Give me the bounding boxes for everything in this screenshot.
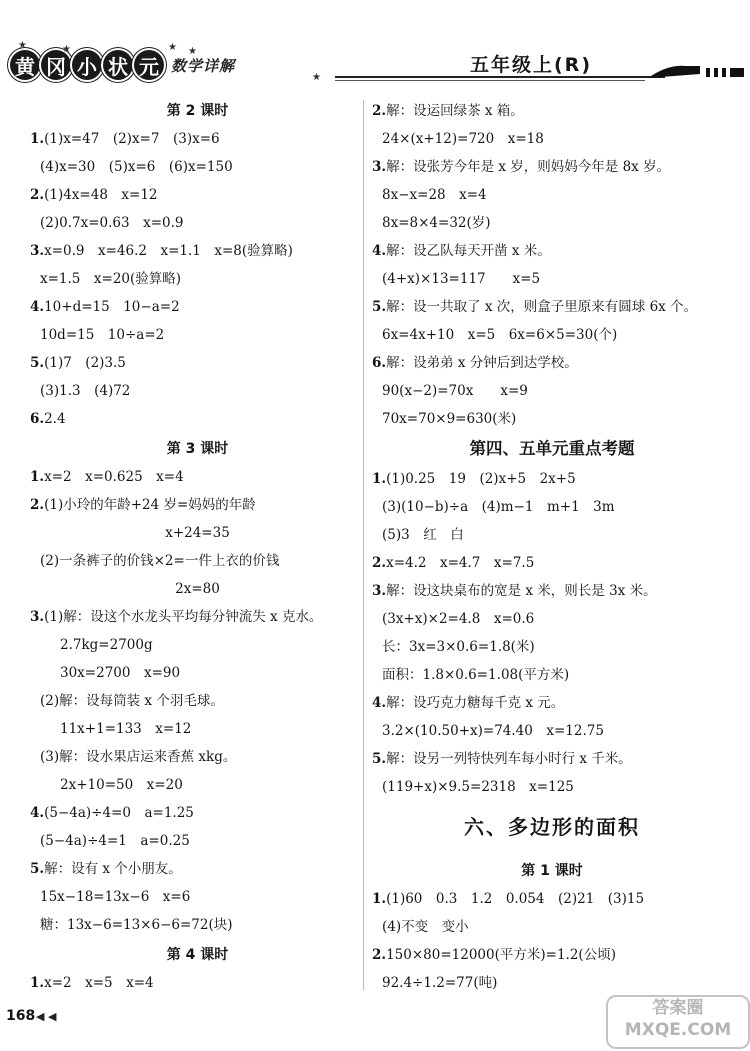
answer-line: (2)0.7x=0.63 x=0.9 — [40, 215, 184, 231]
answer-line: 糖：13x−6=13×6−6=72(块) — [40, 917, 233, 933]
answer-line: (5)3 红 白 — [382, 527, 464, 543]
answer-line — [372, 945, 616, 965]
answer-line — [30, 241, 293, 261]
watermark: 答案圈 MXQE.COM — [606, 995, 750, 1049]
answer-text: (1)小玲的年龄+24 岁=妈妈的年龄 — [44, 497, 256, 513]
answer-line: 24×(x+12)=720 x=18 — [382, 131, 544, 147]
star-icon: ★ — [62, 44, 71, 55]
answer-text: (5−4a)÷4=0 a=1.25 — [44, 805, 194, 821]
answer-line: (3)(10−b)÷a (4)m−1 m+1 3m — [382, 499, 615, 515]
question-number: 2. — [372, 103, 387, 119]
answer-line — [372, 469, 576, 489]
section-heading: 第四、五单元重点考题 — [469, 439, 635, 458]
grade-label: 五年级上(R) — [470, 54, 592, 76]
page-arrows-icon: ◀ ◀ — [36, 1010, 57, 1023]
answer-line: (5−4a)÷4=1 a=0.25 — [40, 833, 190, 849]
star-icon: ★ — [188, 46, 197, 57]
answer-text: 解：设张芳今年是 x 岁，则妈妈今年是 8x 岁。 — [386, 159, 671, 175]
question-number: 1. — [372, 471, 387, 487]
question-number: 1. — [30, 975, 45, 991]
question-number: 2. — [372, 947, 387, 963]
header-rule — [335, 76, 665, 78]
answer-line — [30, 467, 184, 487]
question-number: 3. — [372, 159, 387, 175]
answer-line — [30, 973, 154, 993]
answer-line — [30, 297, 180, 317]
answer-line: 90(x−2)=70x x=9 — [382, 383, 528, 399]
answer-line — [30, 607, 322, 627]
answer-line: 长：3x=3×0.6=1.8(米) — [382, 639, 535, 655]
answer-text: x=2 x=5 x=4 — [44, 975, 154, 991]
question-number: 4. — [30, 805, 45, 821]
question-number: 3. — [30, 243, 45, 259]
answer-line: 92.4÷1.2=77(吨) — [382, 975, 498, 991]
answer-line — [372, 553, 534, 573]
answer-line: (3x+x)×2=4.8 x=0.6 — [382, 611, 535, 627]
answer-line: (4)x=30 (5)x=6 (6)x=150 — [40, 159, 233, 175]
header-decoration-icon — [648, 62, 748, 84]
question-number: 5. — [30, 861, 45, 877]
star-icon: ★ — [18, 40, 27, 51]
answer-text: (1)解：设这个水龙头平均每分钟流失 x 克水。 — [44, 609, 323, 625]
answer-line — [372, 693, 564, 713]
question-number: 2. — [372, 555, 387, 571]
question-number: 1. — [372, 891, 387, 907]
question-number: 2. — [30, 187, 45, 203]
answer-line — [30, 129, 220, 149]
brand-char: 黄 — [10, 50, 40, 80]
answer-text: (1)x=47 (2)x=7 (3)x=6 — [44, 131, 220, 147]
answer-line: 2x=80 — [175, 581, 220, 597]
answer-line — [30, 803, 194, 823]
answer-line: (119+x)×9.5=2318 x=125 — [382, 779, 574, 795]
answer-line: 8x−x=28 x=4 — [382, 187, 487, 203]
answer-line — [30, 185, 158, 205]
answer-text: (1)7 (2)3.5 — [44, 355, 126, 371]
question-number: 4. — [372, 243, 387, 259]
header-rule — [335, 80, 645, 81]
answer-line: 10d=15 10÷a=2 — [40, 327, 165, 343]
question-number: 6. — [30, 411, 45, 427]
answer-text: (1)60 0.3 1.2 0.054 (2)21 (3)15 — [386, 891, 645, 907]
answer-text: x=4.2 x=4.7 x=7.5 — [386, 555, 535, 571]
page-number: 168 — [6, 1008, 36, 1024]
answer-line — [30, 495, 256, 515]
question-number: 5. — [372, 299, 387, 315]
lesson-heading: 第 4 课时 — [166, 947, 229, 963]
answer-line: (3)解：设水果店运来香蕉 xkg。 — [40, 749, 237, 765]
answer-text: 解：设这块桌布的宽是 x 米，则长是 3x 米。 — [386, 583, 657, 599]
answer-line: (4)不变 变小 — [382, 919, 469, 935]
brand-char: 冈 — [41, 50, 71, 80]
answer-text: 解：设有 x 个小朋友。 — [44, 861, 182, 877]
answer-line — [372, 241, 551, 261]
lesson-heading: 第 2 课时 — [166, 103, 229, 119]
question-number: 1. — [30, 469, 45, 485]
answer-line — [372, 581, 657, 601]
answer-text: (1)0.25 19 (2)x+5 2x+5 — [386, 471, 576, 487]
question-number: 3. — [372, 583, 387, 599]
star-icon: ★ — [312, 72, 321, 83]
answer-text: x=2 x=0.625 x=4 — [44, 469, 184, 485]
question-number: 3. — [30, 609, 45, 625]
answer-line: 70x=70×9=630(米) — [382, 411, 517, 427]
answer-line — [372, 353, 578, 373]
answer-line: 面积：1.8×0.6=1.08(平方米) — [382, 667, 570, 683]
brand-logo — [10, 50, 235, 80]
question-number: 1. — [30, 131, 45, 147]
unit-heading: 六、多边形的面积 — [464, 815, 640, 839]
answer-text: 解：设巧克力糖每千克 x 元。 — [386, 695, 565, 711]
answer-line — [372, 889, 644, 909]
answer-line: (2)一条裤子的价钱×2=一件上衣的价钱 — [40, 553, 280, 569]
column-divider — [363, 100, 364, 990]
answer-line: 6x=4x+10 x=5 6x=6×5=30(个) — [382, 327, 618, 343]
answer-line: 8x=8×4=32(岁) — [382, 215, 491, 231]
answer-line: 15x−18=13x−6 x=6 — [40, 889, 191, 905]
answer-text: 解：设乙队每天开凿 x 米。 — [386, 243, 551, 259]
answer-text: 解：设另一列特快列车每小时行 x 千米。 — [386, 751, 632, 767]
answer-text: 10+d=15 10−a=2 — [44, 299, 180, 315]
question-number: 4. — [372, 695, 387, 711]
answer-line: 2x+10=50 x=20 — [60, 777, 183, 793]
answer-line: 11x+1=133 x=12 — [60, 721, 192, 737]
answer-line: (4+x)×13=117 x=5 — [382, 271, 541, 287]
answer-text: (1)4x=48 x=12 — [44, 187, 158, 203]
question-number: 5. — [372, 751, 387, 767]
answer-text: x=0.9 x=46.2 x=1.1 x=8(验算略) — [44, 243, 293, 259]
answer-line — [372, 101, 524, 121]
answer-text: 150×80=12000(平方米)=1.2(公顷) — [386, 947, 616, 963]
answer-line: (3)1.3 (4)72 — [40, 383, 131, 399]
answer-line — [30, 409, 66, 429]
page-header — [0, 0, 750, 95]
answer-line — [372, 297, 697, 317]
lesson-heading: 第 1 课时 — [521, 863, 583, 879]
star-icon: ★ — [168, 42, 177, 53]
question-number: 5. — [30, 355, 45, 371]
brand-char: 状 — [103, 50, 133, 80]
answer-text: 2.4 — [44, 411, 66, 427]
question-number: 6. — [372, 355, 387, 371]
answer-line — [372, 157, 670, 177]
answer-line: 3.2×(10.50+x)=74.40 x=12.75 — [382, 723, 604, 739]
answer-line — [30, 859, 182, 879]
answer-line: x=1.5 x=20(验算略) — [40, 271, 182, 287]
brand-char: 小 — [72, 50, 102, 80]
answer-line: 30x=2700 x=90 — [60, 665, 181, 681]
brand-subtitle: 数学详解 — [171, 56, 236, 75]
lesson-heading: 第 3 课时 — [166, 441, 229, 457]
answer-line: (2)解：设每筒装 x 个羽毛球。 — [40, 693, 224, 709]
answer-line — [372, 749, 632, 769]
question-number: 2. — [30, 497, 45, 513]
answer-line: 2.7kg=2700g — [60, 637, 153, 653]
answer-text: 解：设弟弟 x 分钟后到达学校。 — [386, 355, 578, 371]
answer-line — [30, 353, 126, 373]
answer-text: 解：设运回绿茶 x 箱。 — [386, 103, 524, 119]
answer-text: 解：设一共取了 x 次，则盒子里原来有圆球 6x 个。 — [386, 299, 698, 315]
answer-line: x+24=35 — [165, 525, 230, 541]
brand-char: 元 — [134, 50, 164, 80]
question-number: 4. — [30, 299, 45, 315]
